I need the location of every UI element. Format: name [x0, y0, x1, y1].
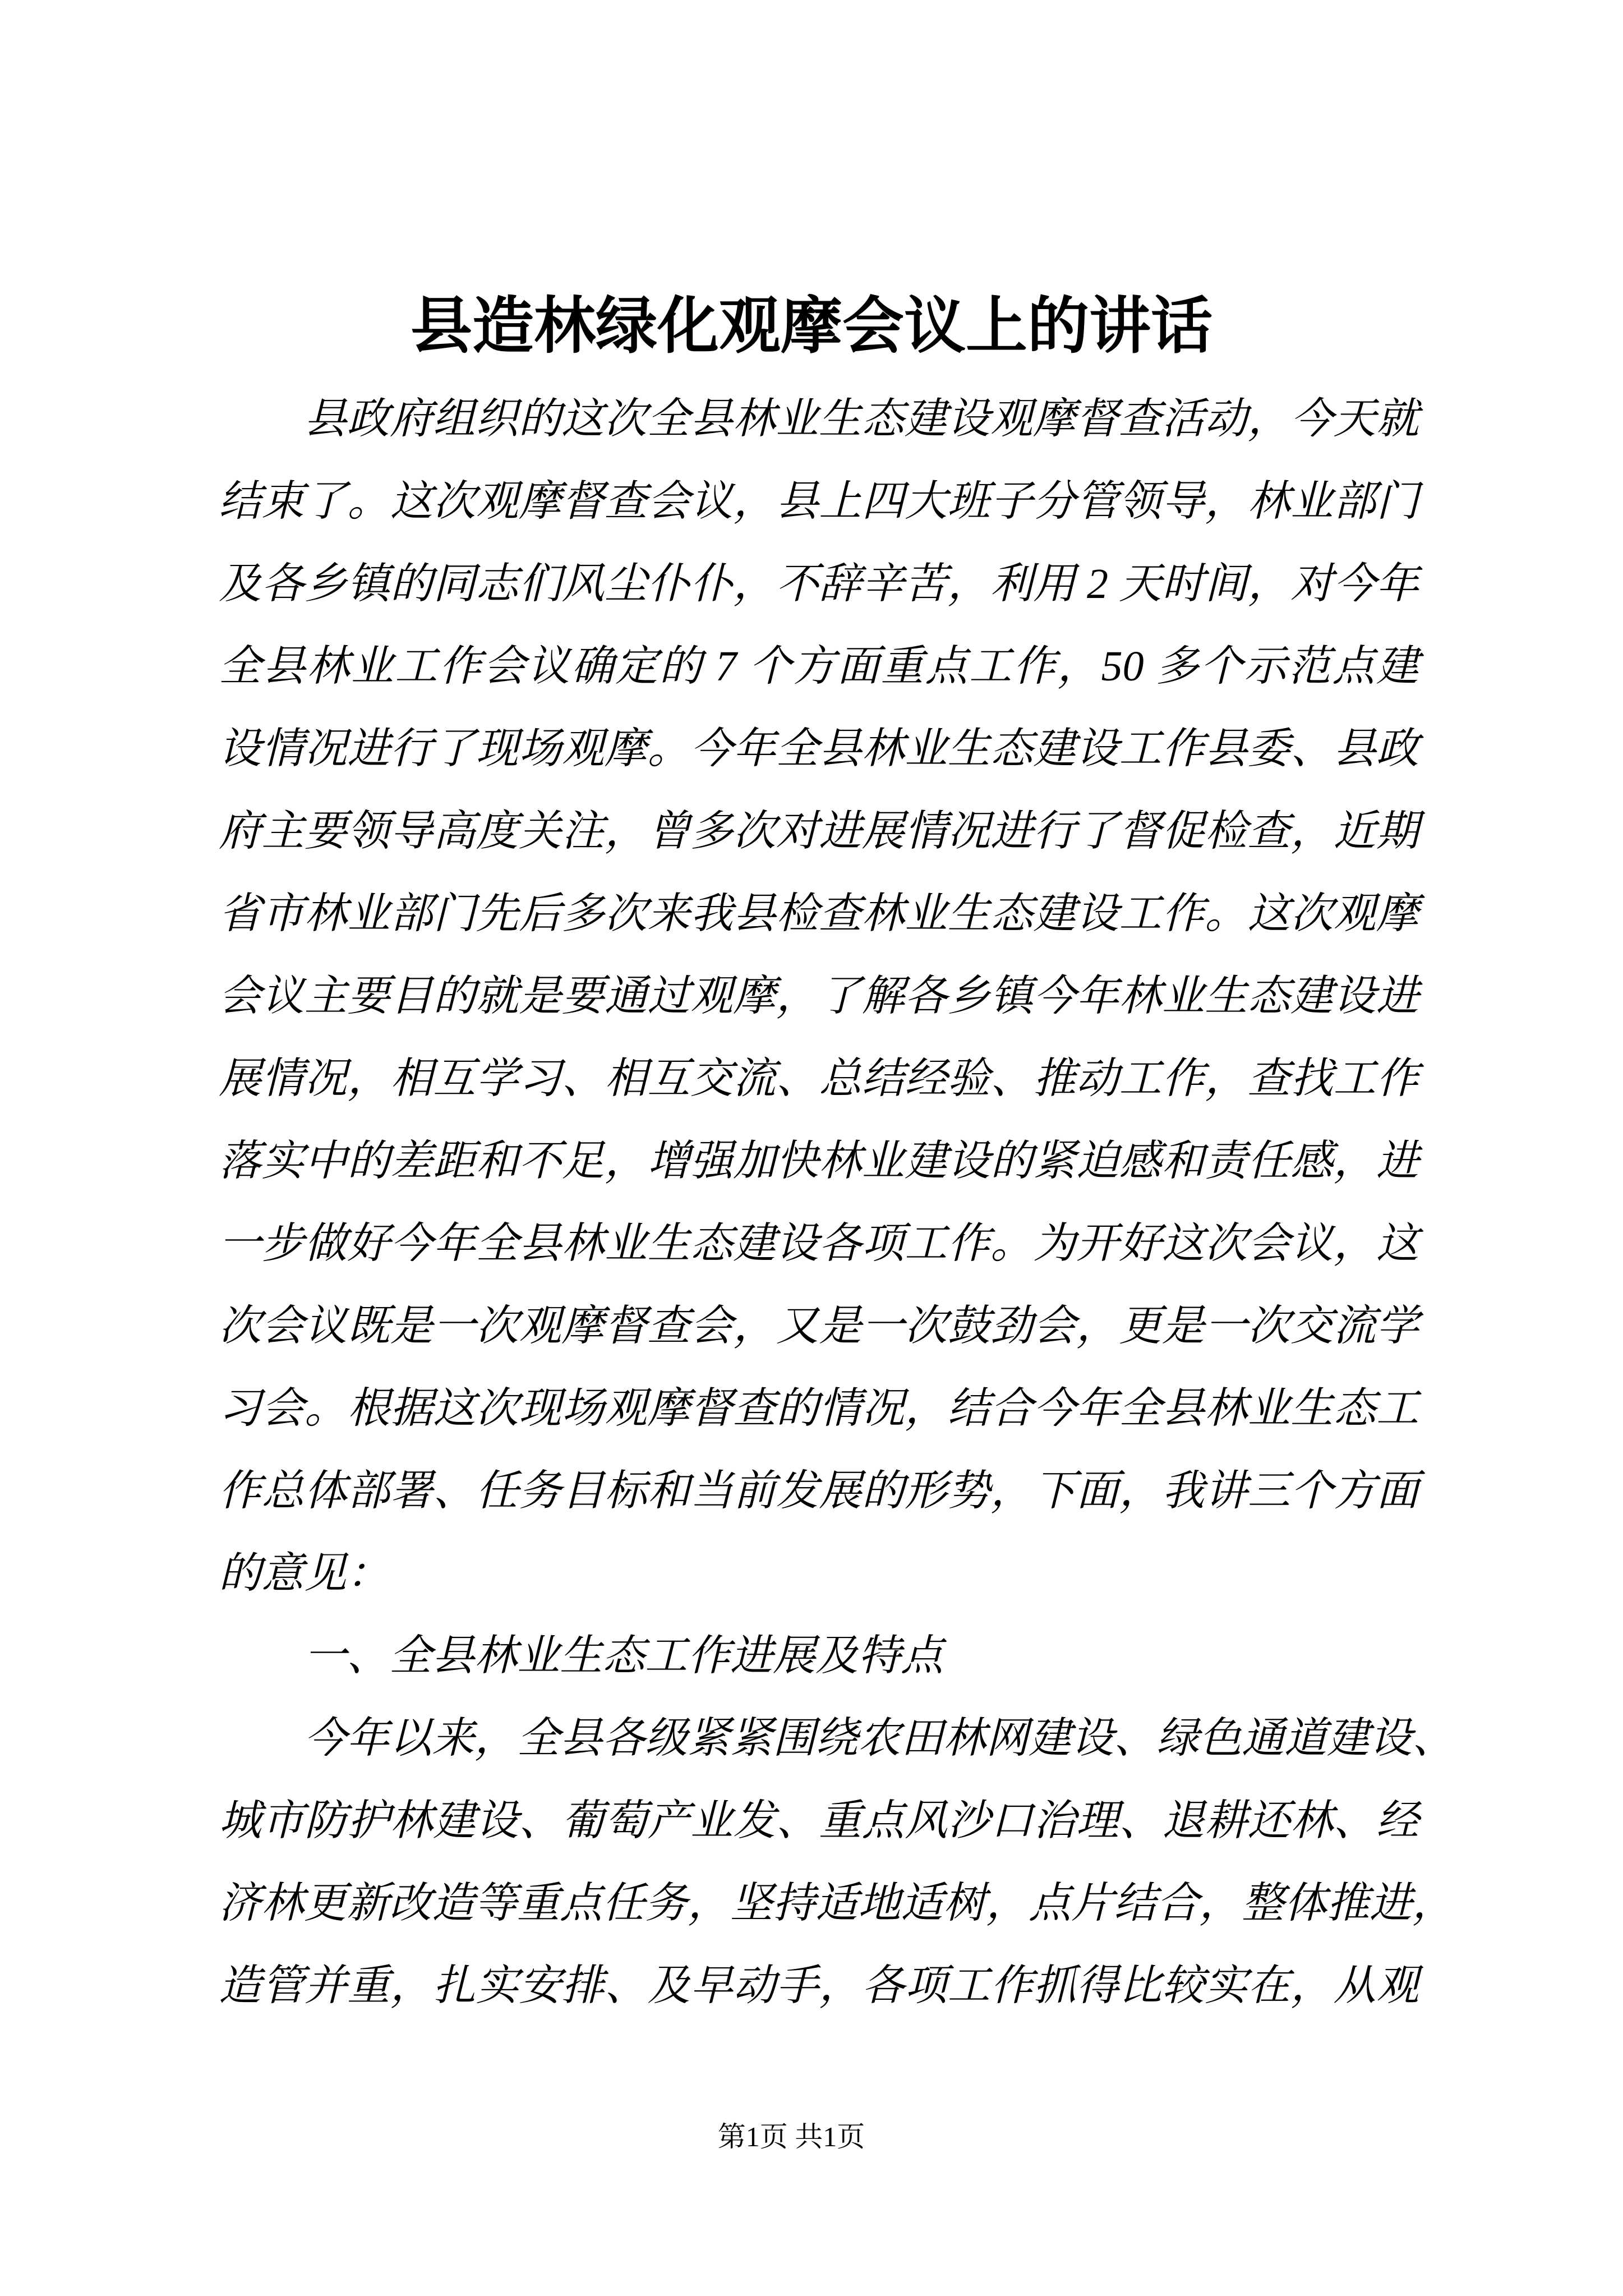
section-heading: 一、全县林业生态工作进展及特点: [304, 1632, 943, 1680]
body-line: 展情况，相互学习、相互交流、总结经验、推动工作，查找工作: [219, 1055, 1419, 1102]
body-line: 及各乡镇的同志们风尘仆仆，不辞辛苦，利用 2 天时间，对今年: [219, 560, 1419, 608]
body-line: 设情况进行了现场观摩。今年全县林业生态建设工作县委、县政: [219, 725, 1419, 772]
body-line: 今年以来，全县各级紧紧围绕农田林网建设、绿色通道建设、: [304, 1715, 1455, 1762]
body-line: 习会。根据这次现场观摩督查的情况，结合今年全县林业生态工: [219, 1385, 1419, 1432]
body-line: 县政府组织的这次全县林业生态建设观摩督查活动，今天就: [304, 395, 1419, 443]
page-number: 第1页 共1页: [717, 2121, 865, 2152]
body-line: 造管并重，扎实安排、及早动手，各项工作抓得比较实在，从观: [219, 1962, 1419, 2009]
body-line: 一步做好今年全县林业生态建设各项工作。为开好这次会议，这: [219, 1220, 1419, 1267]
body-line: 济林更新改造等重点任务，坚持适地适树，点片结合，整体推进，: [219, 1880, 1455, 1927]
body-line: 会议主要目的就是要通过观摩，了解各乡镇今年林业生态建设进: [219, 973, 1419, 1020]
document-body: [219, 378, 1455, 2027]
body-line: 的意见：: [219, 1550, 389, 1597]
body-line: 全县林业工作会议确定的 7 个方面重点工作，50 多个示范点建: [219, 643, 1419, 690]
body-line: 结束了。这次观摩督查会议，县上四大班子分管领导，林业部门: [219, 478, 1419, 525]
document-title: 县造林绿化观摩会议上的讲话: [411, 292, 1212, 361]
body-line: 省市林业部门先后多次来我县检查林业生态建设工作。这次观摩: [219, 890, 1419, 937]
body-line: 城市防护林建设、葡萄产业发、重点风沙口治理、退耕还林、经: [219, 1797, 1419, 1844]
body-line: 府主要领导高度关注，曾多次对进展情况进行了督促检查，近期: [219, 808, 1419, 855]
body-line: 落实中的差距和不足，增强加快林业建设的紧迫感和责任感，进: [219, 1138, 1419, 1185]
body-line: 作总体部署、任务目标和当前发展的形势，下面，我讲三个方面: [219, 1467, 1419, 1515]
body-line: 次会议既是一次观摩督查会，又是一次鼓劲会，更是一次交流学: [219, 1303, 1419, 1350]
